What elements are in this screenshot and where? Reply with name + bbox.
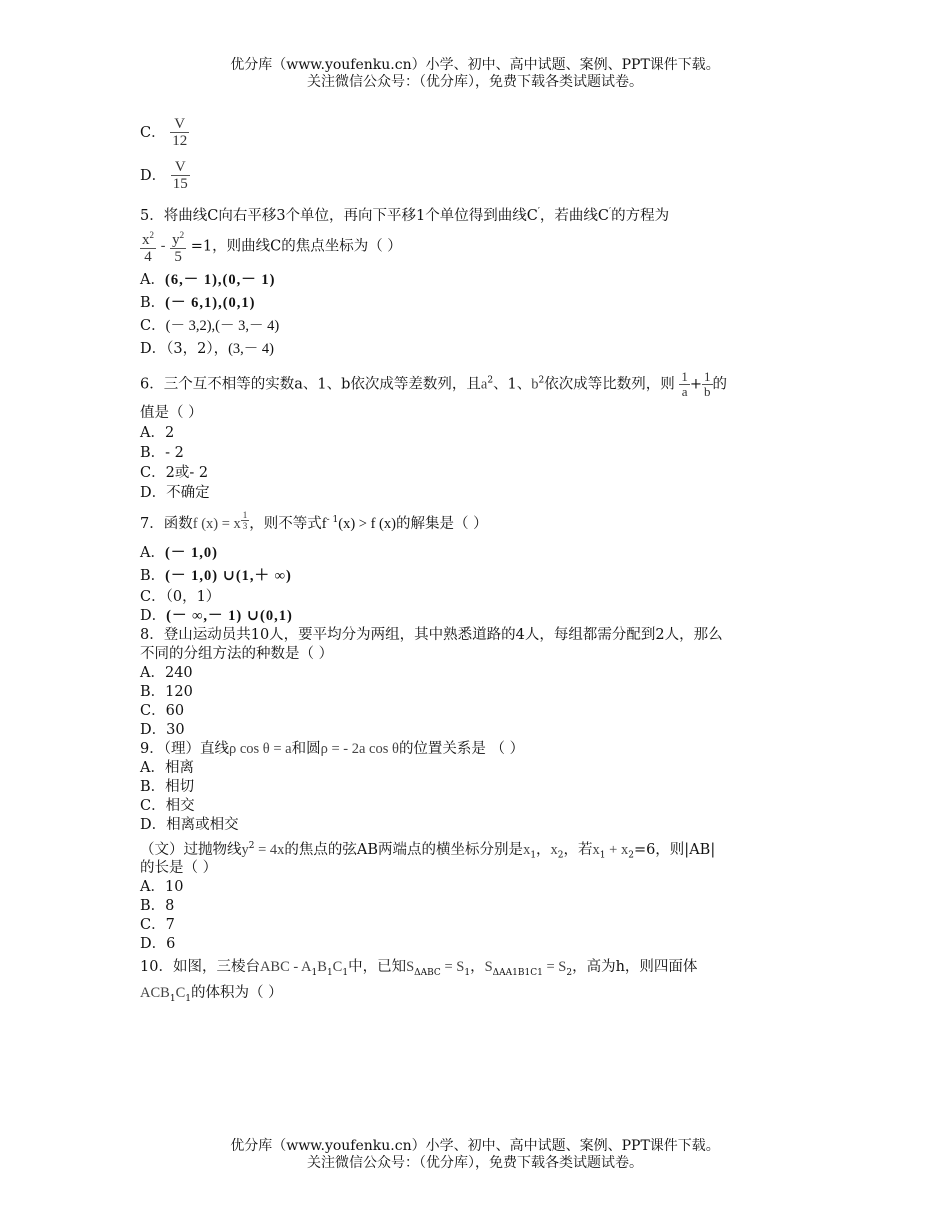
q7-option-d: D．(－ ∞,－ 1) ∪(0,1)	[140, 608, 293, 624]
q6-option-a: A．2	[140, 425, 175, 441]
prev-option-d	[140, 159, 190, 193]
q6-stem-line2: 值是（ ）	[140, 405, 203, 421]
q8-stem: 8．登山运动员共10人，要平均分为两组，其中熟悉道路的4人，每组都需分配到2人，那么	[140, 627, 723, 643]
option-label: C．	[140, 125, 166, 141]
q10-stem-line2: $ACB_1C_1$的体积为（ ）	[140, 985, 283, 1004]
header-line-1: 优分库（www.youfenku.cn）小学、初中、高中试题、案例、PPT课件下载。	[230, 57, 720, 73]
q7-option-b: B．(－ 1,0) ∪(1,＋ ∞)	[140, 568, 292, 584]
q10-stem: 10．如图，三棱台ABC - $A_1B_1C_1$中，已知$S_{\Delta ABC} = S_1$，$S_{\Delta AA1B1C1} = S_2$，高为h，则四面体	[140, 959, 698, 978]
q5-option-a: A．(6,－ 1),(0,－ 1)	[140, 272, 276, 288]
q5-option-d: D．（3，2），(3,－ 4)	[140, 341, 275, 357]
q7-option-a: A．(－ 1,0)	[140, 545, 218, 561]
fraction-x2-4: $\frac{x^2}{4}$	[140, 227, 156, 266]
fraction-1-b: $\frac{1}{b}$	[704, 369, 711, 399]
page-header	[0, 57, 950, 91]
q7-stem: 7．函数f (x) = x $\frac{1}{3}$ ，则不等式$f^{- 1}(x) > f$ (x)的解集是（ ）	[140, 510, 488, 532]
q9-wen-option-d: D．6	[140, 936, 176, 952]
q5-option-b: B．(－ 6,1),(0,1)	[140, 295, 256, 311]
q8-option-b: B．120	[140, 684, 193, 700]
fraction-v-12: $\frac{V}{12}$	[172, 116, 188, 149]
option-label: D．	[140, 168, 167, 184]
q8-option-c: C．60	[140, 703, 185, 719]
q9-wen-option-a: A．10	[140, 879, 184, 895]
q8-stem-line2: 不同的分组方法的种数是（ ）	[140, 646, 334, 662]
q5-option-c: C．(－ 3,2),(－ 3,－ 4)	[140, 318, 280, 334]
fraction-v-15: $\frac{V}{15}$	[172, 159, 188, 192]
fraction-1-a: $\frac{1}{a}$	[681, 369, 688, 399]
q9-stem: 9．（理）直线ρ cos θ = a和圆ρ = - 2a cos θ的位置关系是 （ ）	[140, 741, 525, 757]
q9-wen-stem: （文）过抛物线$y^2 = 4x$的焦点的弦AB两端点的横坐标分别是$x_1$，$x_2$，若$x_1 + x_2=6$，则|AB|	[140, 841, 716, 861]
q9-option-d: D．相离或相交	[140, 817, 239, 833]
page-footer	[0, 1138, 950, 1172]
q6-stem: 6．三个互不相等的实数a、1、b依次成等差数列，且$a^2$、1、$b^2$依次成等比数列，则 $\frac{1}{a}$ + $\frac{1}{b}$ 的	[140, 369, 728, 399]
header-line-2: 关注微信公众号：（优分库），免费下载各类试题试卷。	[307, 74, 643, 90]
q6-option-d: D．不确定	[140, 485, 210, 501]
footer-line-1: 优分库（www.youfenku.cn）小学、初中、高中试题、案例、PPT课件下载。	[230, 1138, 720, 1154]
q8-option-d: D．30	[140, 722, 185, 738]
q9-wen-option-b: B．8	[140, 898, 175, 914]
q9-wen-option-c: C．7	[140, 917, 175, 933]
exponent-1-3: $\frac{1}{3}$	[242, 510, 248, 531]
q6-option-c: C．2或- 2	[140, 465, 209, 481]
q8-option-a: A．240	[140, 665, 193, 681]
fraction-y2-5: $\frac{y^2}{5}$	[170, 227, 186, 266]
q9-option-b: B．相切	[140, 779, 195, 795]
footer-line-2: 关注微信公众号：（优分库），免费下载各类试题试卷。	[307, 1155, 643, 1171]
q5-stem: 5．将曲线C向右平移3个单位，再向下平移1个单位得到曲线C′，若曲线C′的方程为	[140, 207, 670, 224]
q7-option-c: C．（0，1）	[140, 589, 221, 605]
q9-wen-stem-line2: 的长是（ ）	[140, 860, 218, 876]
prev-option-c	[140, 116, 189, 150]
q6-option-b: B．- 2	[140, 445, 184, 461]
q9-option-c: C．相交	[140, 798, 195, 814]
q9-option-a: A．相离	[140, 760, 194, 776]
q5-equation: $\frac{x^2}{4}$ - $\frac{y^2}{5}$ =1，则曲线C的焦点坐标为（ ）	[140, 227, 402, 266]
